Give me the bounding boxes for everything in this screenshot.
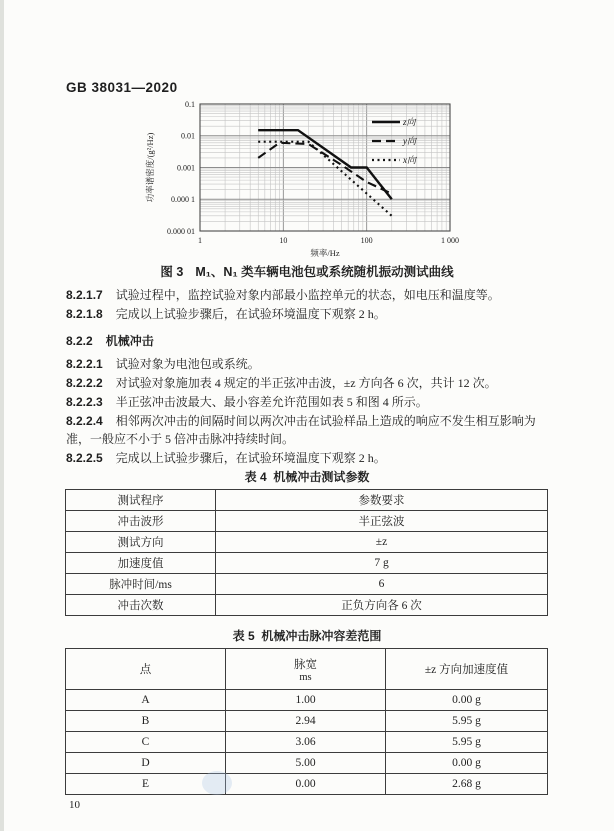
clause-text: 完成以上试验步骤后，在试验环境温度下观察 2 h。 — [115, 307, 386, 321]
svg-text:10: 10 — [279, 236, 288, 245]
table-cell: 0.00 g — [386, 690, 548, 711]
table4-label: 表 4 — [244, 470, 267, 484]
watermark — [202, 771, 232, 795]
table-cell: 正负方向各 6 次 — [216, 595, 548, 616]
svg-text:0.001: 0.001 — [177, 163, 195, 173]
table-header-cell: 点 — [66, 649, 226, 690]
vibration-chart — [140, 94, 480, 262]
clause — [66, 305, 550, 323]
clause-number: 8.2.2.4 — [66, 414, 103, 428]
clause-number: 8.2.2.2 — [66, 376, 103, 390]
clause-number: 8.2.1.7 — [66, 288, 103, 302]
table-cell: 0.00 — [226, 774, 386, 795]
table-row — [66, 649, 548, 690]
vibration-chart-svg — [140, 94, 480, 262]
page-number: 10 — [69, 799, 80, 811]
y-axis-label: 功率谱密度/(g²/Hz) — [145, 132, 155, 203]
table-row — [66, 574, 548, 595]
table-cell: A — [66, 690, 226, 711]
table-cell: E — [66, 774, 226, 795]
table-row — [66, 532, 548, 553]
table-row — [66, 690, 548, 711]
clause-number: 8.2.2.5 — [66, 451, 103, 465]
table-cell: 6 — [216, 574, 548, 595]
figure-caption — [0, 262, 614, 280]
table-cell: 半正弦波 — [216, 511, 548, 532]
figure-label: 图 3 — [160, 265, 184, 279]
table-cell: 冲击次数 — [66, 595, 216, 616]
table-cell: 2.94 — [226, 711, 386, 732]
table-cell: 测试程序 — [66, 490, 216, 511]
legend-label: x向 — [403, 155, 416, 165]
table-row — [66, 753, 548, 774]
table4-title-text: 机械冲击测试参数 — [273, 470, 370, 484]
table-row — [66, 711, 548, 732]
section-heading — [66, 332, 550, 350]
table-row — [66, 553, 548, 574]
legend-label: z向 — [403, 117, 416, 127]
table-cell: 测试方向 — [66, 532, 216, 553]
table5-title-text: 机械冲击脉冲容差范围 — [261, 629, 382, 643]
series-line — [258, 142, 392, 216]
table-cell: 1.00 — [226, 690, 386, 711]
clause — [66, 393, 550, 411]
table-cell: 加速度值 — [66, 553, 216, 574]
svg-text:0.1: 0.1 — [185, 99, 195, 109]
clause-text: 对试验对象施加表 4 规定的半正弦冲击波，±z 方向各 6 次，共计 12 次。 — [115, 376, 497, 390]
table-row — [66, 511, 548, 532]
svg-text:0.000 01: 0.000 01 — [167, 226, 195, 236]
table-row — [66, 595, 548, 616]
clause-number: 8.2.2.1 — [66, 357, 103, 371]
table-cell: 冲击波形 — [66, 511, 216, 532]
clause-number: 8.2.2 — [66, 334, 93, 348]
clause-text: 相邻两次冲击的间隔时间以两次冲击在试验样品上造成的响应不发生相互影响为准，一般应不小于 5 倍冲击脉冲持续时间。 — [66, 414, 536, 446]
clause-text: 完成以上试验步骤后，在试验环境温度下观察 2 h。 — [115, 451, 386, 465]
table-cell: D — [66, 753, 226, 774]
clause — [66, 449, 550, 467]
table-cell: 参数要求 — [216, 490, 548, 511]
table-header-cell: 脉宽 ms — [226, 649, 386, 690]
clause-text: 半正弦冲击波最大、最小容差允许范围如表 5 和图 4 所示。 — [115, 395, 428, 409]
svg-text:100: 100 — [360, 236, 373, 245]
svg-text:0.000 1: 0.000 1 — [171, 195, 195, 205]
clause — [66, 355, 550, 373]
clause-text: 试验对象为电池包或系统。 — [115, 357, 260, 371]
clause-text: 试验过程中，监控试验对象内部最小监控单元的状态，如电压和温度等。 — [115, 288, 500, 302]
table-cell: 2.68 g — [386, 774, 548, 795]
clause-list — [66, 286, 550, 468]
table-cell: 5.00 — [226, 753, 386, 774]
table-cell: 3.06 — [226, 732, 386, 753]
table5-label: 表 5 — [232, 629, 255, 643]
table-row — [66, 732, 548, 753]
clause — [66, 412, 550, 448]
scan-edge — [0, 0, 4, 831]
svg-text:1 000: 1 000 — [441, 236, 459, 245]
table-cell: 7 g — [216, 553, 548, 574]
table-cell: 0.00 g — [386, 753, 548, 774]
table-row — [66, 774, 548, 795]
clause — [66, 374, 550, 392]
table-cell: 5.95 g — [386, 711, 548, 732]
table5 — [65, 648, 548, 795]
standard-number: GB 38031—2020 — [66, 80, 178, 95]
table4 — [65, 489, 548, 616]
clause-text: 机械冲击 — [105, 334, 154, 348]
x-axis-label: 频率/Hz — [310, 248, 340, 258]
clause — [66, 286, 550, 304]
svg-text:0.01: 0.01 — [181, 131, 195, 141]
table5-title — [0, 627, 614, 644]
table-row — [66, 490, 548, 511]
legend-label: y向 — [403, 136, 416, 146]
table-cell: B — [66, 711, 226, 732]
table-cell: ±z — [216, 532, 548, 553]
clause-number: 8.2.1.8 — [66, 307, 103, 321]
table-header-cell: ±z 方向加速度值 — [386, 649, 548, 690]
svg-text:1: 1 — [198, 236, 202, 245]
clause-number: 8.2.2.3 — [66, 395, 103, 409]
table-cell: 脉冲时间/ms — [66, 574, 216, 595]
table-cell: C — [66, 732, 226, 753]
table4-title — [0, 468, 614, 485]
figure-caption-text: M₁、N₁ 类车辆电池包或系统随机振动测试曲线 — [195, 265, 454, 279]
table-cell: 5.95 g — [386, 732, 548, 753]
